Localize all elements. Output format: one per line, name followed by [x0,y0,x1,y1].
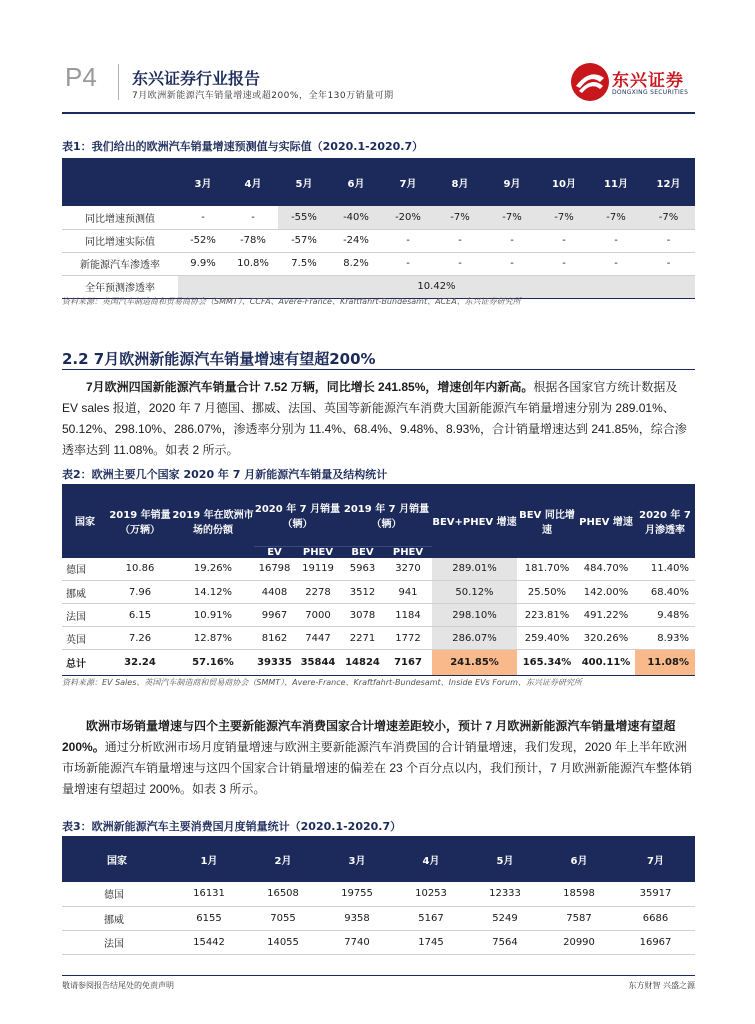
table1-annual-row [62,275,695,298]
table1-cell: - [538,229,590,252]
table2-cell-country: 德国 [62,558,108,581]
table1-row [62,252,695,275]
table1-cell: -24% [330,229,382,252]
table3-row [62,882,695,906]
logo-english: DONGXING SECURITIES [612,89,689,96]
table2-cell: 68.40% [635,581,695,604]
table2-cell: 11.40% [635,558,695,581]
table2-cell-country: 法国 [62,604,108,627]
table3-cell: 7587 [542,906,616,930]
table2-total-cell: 39335 [254,650,295,676]
footer-disclaimer: 敬请参阅报告结尾处的免责声明 [62,981,174,990]
table2-cell: 16798 [254,558,295,581]
table1-row-label: 新能源汽车渗透率 [62,252,178,275]
table2-row [62,627,695,650]
table1-cell: 8.2% [330,252,382,275]
table2-cell: 8162 [254,627,295,650]
footer-rule [62,975,695,976]
table2-subheader-bev: BEV [341,546,384,558]
table2-cell-country: 英国 [62,627,108,650]
table2-header-sales: 2019 年销量（万辆） [109,509,171,536]
table1-header-month: 9月 [503,178,521,190]
table2-total-label: 总计 [62,650,108,676]
table2-cell: 289.01% [432,558,517,581]
table2-cell: 7447 [295,627,341,650]
table1-row [62,229,695,252]
table2-row [62,581,695,604]
table2-cell: 9.48% [635,604,695,627]
table2-total-cell: 14824 [341,650,384,676]
table1-cell: - [382,229,434,252]
table2-cell: 6.15 [108,604,172,627]
table2-cell: 1772 [384,627,432,650]
table1-cell: -7% [434,206,486,229]
table3-cell: 12333 [468,882,542,906]
table1-header-month: 6月 [347,178,365,190]
table3-header-cell: 3月 [348,855,366,867]
table3-header-row [62,836,695,882]
table1-cell: - [486,229,538,252]
table2-cell: 484.70% [577,558,635,581]
table3-row [62,930,695,954]
table3-caption: 表3：欧洲新能源汽车主要消费国月度销量统计（2020.1-2020.7） [62,820,402,833]
table3-header-cell: 国家 [107,855,127,867]
table1-header-month: 4月 [244,178,262,190]
table2-cell: 8.93% [635,627,695,650]
section-heading: 2.2 7月欧洲新能源汽车销量增速有望超200% [62,350,376,368]
table2-cell: 7000 [295,604,341,627]
table2-caption: 表2：欧洲主要几个国家 2020 年 7 月新能源汽车销量及结构统计 [62,468,388,481]
table3-cell: 7740 [320,930,394,954]
table2-total-cell: 35844 [295,650,341,676]
table2-cell: 25.50% [517,581,577,604]
table1-cell: - [228,206,278,229]
table2-cell: 181.70% [517,558,577,581]
table1-cell: - [178,206,228,229]
table2-cell: 10.91% [172,604,254,627]
table2-cell: 14.12% [172,581,254,604]
table1-cell: - [434,229,486,252]
table1-header-blank [62,158,178,206]
table3 [62,836,695,955]
table1-header-month: 10月 [552,178,576,190]
table1-cell: -20% [382,206,434,229]
table1-cell: -55% [278,206,330,229]
table2-header-jul2019: 2019 年 7 月销量（辆） [343,503,430,530]
table3-cell: 15442 [172,930,246,954]
table3-cell: 10253 [394,882,468,906]
table3-cell: 16508 [246,882,320,906]
paragraph-2-lead: 欧洲市场销量增速与四个主要新能源汽车消费国家合计增速差距较小，预计 7 月欧洲新能源汽车销量增速有望超 200%。 [62,719,676,754]
table2-total-cell: 7167 [384,650,432,676]
table2-cell: 2278 [295,581,341,604]
table3-cell: 19755 [320,882,394,906]
table2-header-country: 国家 [75,517,95,529]
table3-cell-country: 法国 [62,930,172,954]
table2-row [62,604,695,627]
table1-cell: - [590,252,642,275]
paragraph-1-body: 根据各国家官方统计数据及 EV sales 报道，2020 年 7 月德国、挪威、法国、英国等新能源汽车消费大国新能源汽车销量增速分别为 289.01%、50.12%、298.10%、286.07%，渗透率分别为 11.4%、68.4%、9.48%、8.93%，合计销量增速达到 241.85%，综合渗透率达到 11.08%。如表 2 所示。 [62,380,687,457]
table3-cell: 6155 [172,906,246,930]
table2-cell: 3078 [341,604,384,627]
page-header [0,0,755,110]
table1-annual-value: 10.42% [178,275,695,298]
table1-source: 资料来源：英国汽车制造商和贸易商协会（SMMT）、CCFA、Avere-France、Kraftfahrt-Bundesamt、ACEA、东兴证券研究所 [62,297,521,306]
report-title: 东兴证券行业报告 [132,69,261,88]
table2-total-cell: 11.08% [635,650,695,676]
table1-cell: - [434,252,486,275]
table2-cell: 7.96 [108,581,172,604]
table1-cell: 7.5% [278,252,330,275]
table2-cell: 1184 [384,604,432,627]
table2-row [62,558,695,581]
table1-cell: - [486,252,538,275]
footer-slogan: 东方财智 兴盛之源 [628,981,695,990]
table1-cell: -7% [486,206,538,229]
table3-cell: 18598 [542,882,616,906]
table1-cell: 9.9% [178,252,228,275]
table1-header-month: 7月 [399,178,417,190]
table3-header-cell: 2月 [274,855,292,867]
table1-cell: -57% [278,229,330,252]
table2-cell: 4408 [254,581,295,604]
header-divider [118,64,119,100]
table1-cell: - [590,229,642,252]
table2-source: 资料来源：EV Sales、英国汽车制造商和贸易商协会（SMMT）、Avere-France、Kraftfahrt-Bundesamt、Inside EVs Forum、东兴证券研究所 [62,678,582,687]
table2-header-phev-growth: PHEV 增速 [579,517,633,529]
table1-row [62,206,695,229]
table2-subheader-phev2: PHEV [384,546,432,558]
table1-header-row [62,158,695,206]
paragraph-1 [62,377,695,461]
table2-header-share: 2019 年在欧洲市场的份额 [172,509,254,536]
table3-header-cell: 7月 [647,855,664,867]
table3-cell: 16967 [616,930,695,954]
table2-total-cell: 57.16% [172,650,254,676]
table2-cell: 941 [384,581,432,604]
table1-caption: 表1：我们给出的欧洲汽车销量增速预测值与实际值（2020.1-2020.7） [62,140,424,153]
report-subtitle: 7月欧洲新能源汽车销量增速或超200%，全年130万销量可期 [132,91,394,101]
table2-cell: 259.40% [517,627,577,650]
table3-cell: 1745 [394,930,468,954]
table1-header-month: 12月 [656,178,681,190]
table2-subheader-phev: PHEV [295,546,341,558]
table2-cell: 298.10% [432,604,517,627]
table3-cell: 9358 [320,906,394,930]
table3-cell: 14055 [246,930,320,954]
table3-cell: 20990 [542,930,616,954]
table1-cell: - [382,252,434,275]
table2-cell: 223.81% [517,604,577,627]
table1-cell: - [538,252,590,275]
table2-total-cell: 165.34% [517,650,577,676]
table1-header-month: 5月 [295,178,313,190]
table2-cell: 19.26% [172,558,254,581]
table2-cell: 2271 [341,627,384,650]
table2-cell: 491.22% [577,604,635,627]
table3-cell: 16131 [172,882,246,906]
table3-cell: 6686 [616,906,695,930]
table1-cell: -7% [590,206,642,229]
table2-cell: 286.07% [432,627,517,650]
table1-cell: -78% [228,229,278,252]
paragraph-2-body: 通过分析欧洲市场月度销量增速与欧洲主要新能源汽车消费国的合计销量增速，我们发现，2020 年上半年欧洲市场新能源汽车销量增速与这四个国家合计销量增速的偏差在 23 个百分点以内，我们预计，7 月欧洲新能源汽车整体销量增速有望超过 200%。如表 3 所示。 [62,740,693,796]
table1-cell: - [642,229,695,252]
table1-row-label: 同比增速实际值 [62,229,178,252]
paragraph-1-lead: 7月欧洲四国新能源汽车销量合计 7.52 万辆，同比增长 241.85%，增速创年内新高。 [86,380,534,394]
table2-header-growth: BEV+PHEV 增速 [432,517,517,529]
table3-header-cell: 5月 [496,855,514,867]
table2-total-cell: 241.85% [432,650,517,676]
table1-annual-label: 全年预测渗透率 [85,283,155,294]
table2-header-jul2020: 2020 年 7 月销量（辆） [254,503,341,530]
table3-cell: 5167 [394,906,468,930]
table3-cell: 35917 [616,882,695,906]
page-number: P4 [65,62,97,92]
table2-total-row [62,650,695,676]
table2-cell: 10.86 [108,558,172,581]
table1-header-month: 3月 [194,178,212,190]
table1-cell: 10.8% [228,252,278,275]
table2-cell: 9967 [254,604,295,627]
table2-cell: 142.00% [577,581,635,604]
table1-cell: -7% [642,206,695,229]
table3-cell-country: 德国 [62,882,172,906]
table2-total-cell: 400.11% [577,650,635,676]
table2-cell-country: 挪威 [62,581,108,604]
table2-header-penetration: 2020 年 7 月渗透率 [639,509,691,536]
table3-header-cell: 4月 [422,855,440,867]
table2-cell: 7.26 [108,627,172,650]
table3-cell: 7564 [468,930,542,954]
table2-cell: 3270 [384,558,432,581]
table2-cell: 5963 [341,558,384,581]
table1-cell: -52% [178,229,228,252]
table2-subheader-ev: EV [254,546,295,558]
table3-cell: 7055 [246,906,320,930]
table3-cell: 5249 [468,906,542,930]
table2-cell: 50.12% [432,581,517,604]
paragraph-2 [62,716,695,800]
table3-header-cell: 6月 [570,855,588,867]
section-rule [62,369,695,370]
table3-cell-country: 挪威 [62,906,172,930]
table2-cell: 320.26% [577,627,635,650]
table1-row-label: 同比增速预测值 [62,206,178,229]
table1-header-month: 8月 [451,178,469,190]
table3-row [62,906,695,930]
header-rule [62,112,695,114]
table1-header-month: 11月 [604,178,628,190]
table2 [62,484,695,676]
table1-cell: -7% [538,206,590,229]
table2-header-bev-yoy: BEV 同比增速 [519,509,575,536]
logo-text: 东兴证券 [612,71,684,91]
table3-header-cell: 1月 [200,855,218,867]
table1 [62,158,695,299]
table1-cell: -40% [330,206,382,229]
table2-cell: 3512 [341,581,384,604]
table2-total-cell: 32.24 [108,650,172,676]
table1-cell: - [642,252,695,275]
table2-header-row [62,484,695,546]
table2-cell: 19119 [295,558,341,581]
table2-cell: 12.87% [172,627,254,650]
